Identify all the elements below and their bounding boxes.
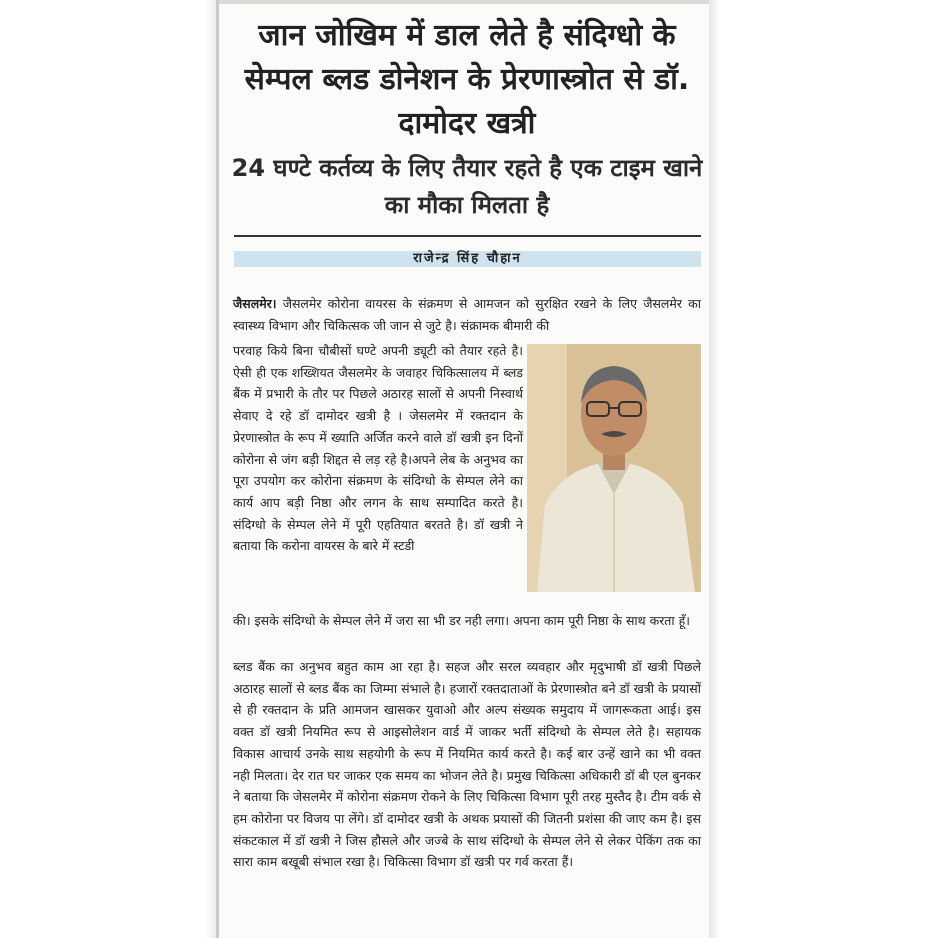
article-paragraph-1-end: की। इसके संदिग्धो के सेम्पल लेने में जरा सा भी डर नही लगा। अपना काम पूरी निष्ठा के साथ करता हूँ। xyxy=(233,613,691,628)
article-column-beside-photo: परवाह किये बिना चौबीसों घण्टे अपनी ड्यूटी को तैयार रहते है। ऐसी ही एक शख्शियत जैसलमेर के जवाहर चिकित्सालय में ब्लड बैंक में प्रभारी के तौर पर पिछले अठारह सालों से अपनी निस्वार्थ सेवाए दे रहे डॉ दामोदर खत्री है । जेसलमेर में रक्तदान के प्रेरणास्त्रोत के रूप में ख्याति अर्जित करने वाले डॉ खत्री इन दिनों कोरोना से जंग बड़ी शिद्दत से लड़ रहे है।अपने लेब के अनुभव का पूरा उपयोग कर कोरोना संक्रमण के संदिग्धो के सेम्पल लेने का कार्य आप बड़ी निष्ठा और लगन के साथ सम्पादित करते है। संदिग्धो के सेम्पल लेने में पूरी एहतियात बरतते है। डॉ खत्री ने बताया कि करोना वायरस के बारे में स्टडी xyxy=(233,343,523,554)
divider-rule xyxy=(234,235,701,237)
headline: जान जोखिम में डाल लेते है संदिग्धो के सेम्पल ब्लड डोनेशन के प्रेरणास्त्रोत से डॉ. दामोदर खत्री xyxy=(244,18,690,141)
article-intro-text: जैसलमेर कोरोना वायरस के संक्रमण से आमजन को सुरक्षित रखने के लिए जैसलमेर का स्वास्थ्य विभाग और चिकित्सक जी जान से जुटे है। संक्रामक बीमारी की xyxy=(233,296,701,333)
dateline: जैसलमेर। xyxy=(233,296,277,311)
portrait-photo xyxy=(527,344,701,592)
previous-article-edge xyxy=(219,0,709,4)
subheadline: 24 घण्टे कर्तव्य के लिए तैयार रहते है एक टाइम खाने का मौका मिलता है xyxy=(231,154,703,219)
article-intro xyxy=(233,293,701,336)
article-paragraph-2: ब्लड बैंक का अनुभव बहुत काम आ रहा है। सहज और सरल व्यवहार और मृदुभाषी डॉ खत्री पिछले अठारह सालों से ब्लड बैंक का जिम्मा संभाले है। हजारों रक्तदाताओं के प्रेरणास्त्रोत बने डॉ खत्री के प्रयासों से ही रक्तदान के प्रति आमजन खासकर युवाओ और अल्प संख्यक समुदाय में जागरूकता आई। इस वक्त डॉ खत्री नियमित रूप से आइसोलेशन वार्ड में जाकर भर्ती संदिग्धो के सेम्पल लेते है। सहायक विकास आचार्य उनके साथ सहयोगी के रूप में नियमित कार्य करते है। कई बार उन्हें खाने का भी वक्त नही मिलता। देर रात घर जाकर एक समय का भोजन लेते है। प्रमुख चिकित्सा अधिकारी डॉ बी एल बुनकर ने बताया कि जेसलमेर में कोरोना संक्रमण रोकने के लिए चिकित्सा विभाग पूरी तरह मुस्तैद है। टीम वर्क से हम कोरोना पर विजय पा लेंगे। डॉ दामोदर खत्री के अथक प्रयासों की जितनी प्रशंसा की जाए कम है। इस संकटकाल में डॉ खत्री ने जिस हौसले और जज्बे के साथ संदिग्धो के सेम्पल लेने से लेकर पेकिंग तक का सारा काम बखूबी संभाल रखा है। चिकित्सा विभाग डॉ खत्री पर गर्व करता हैं। xyxy=(233,659,701,870)
page-shadow-left xyxy=(205,0,216,938)
portrait-illustration xyxy=(527,344,701,592)
byline: राजेन्द्र सिंह चौहान xyxy=(413,251,522,266)
page-shadow-right xyxy=(709,0,721,938)
